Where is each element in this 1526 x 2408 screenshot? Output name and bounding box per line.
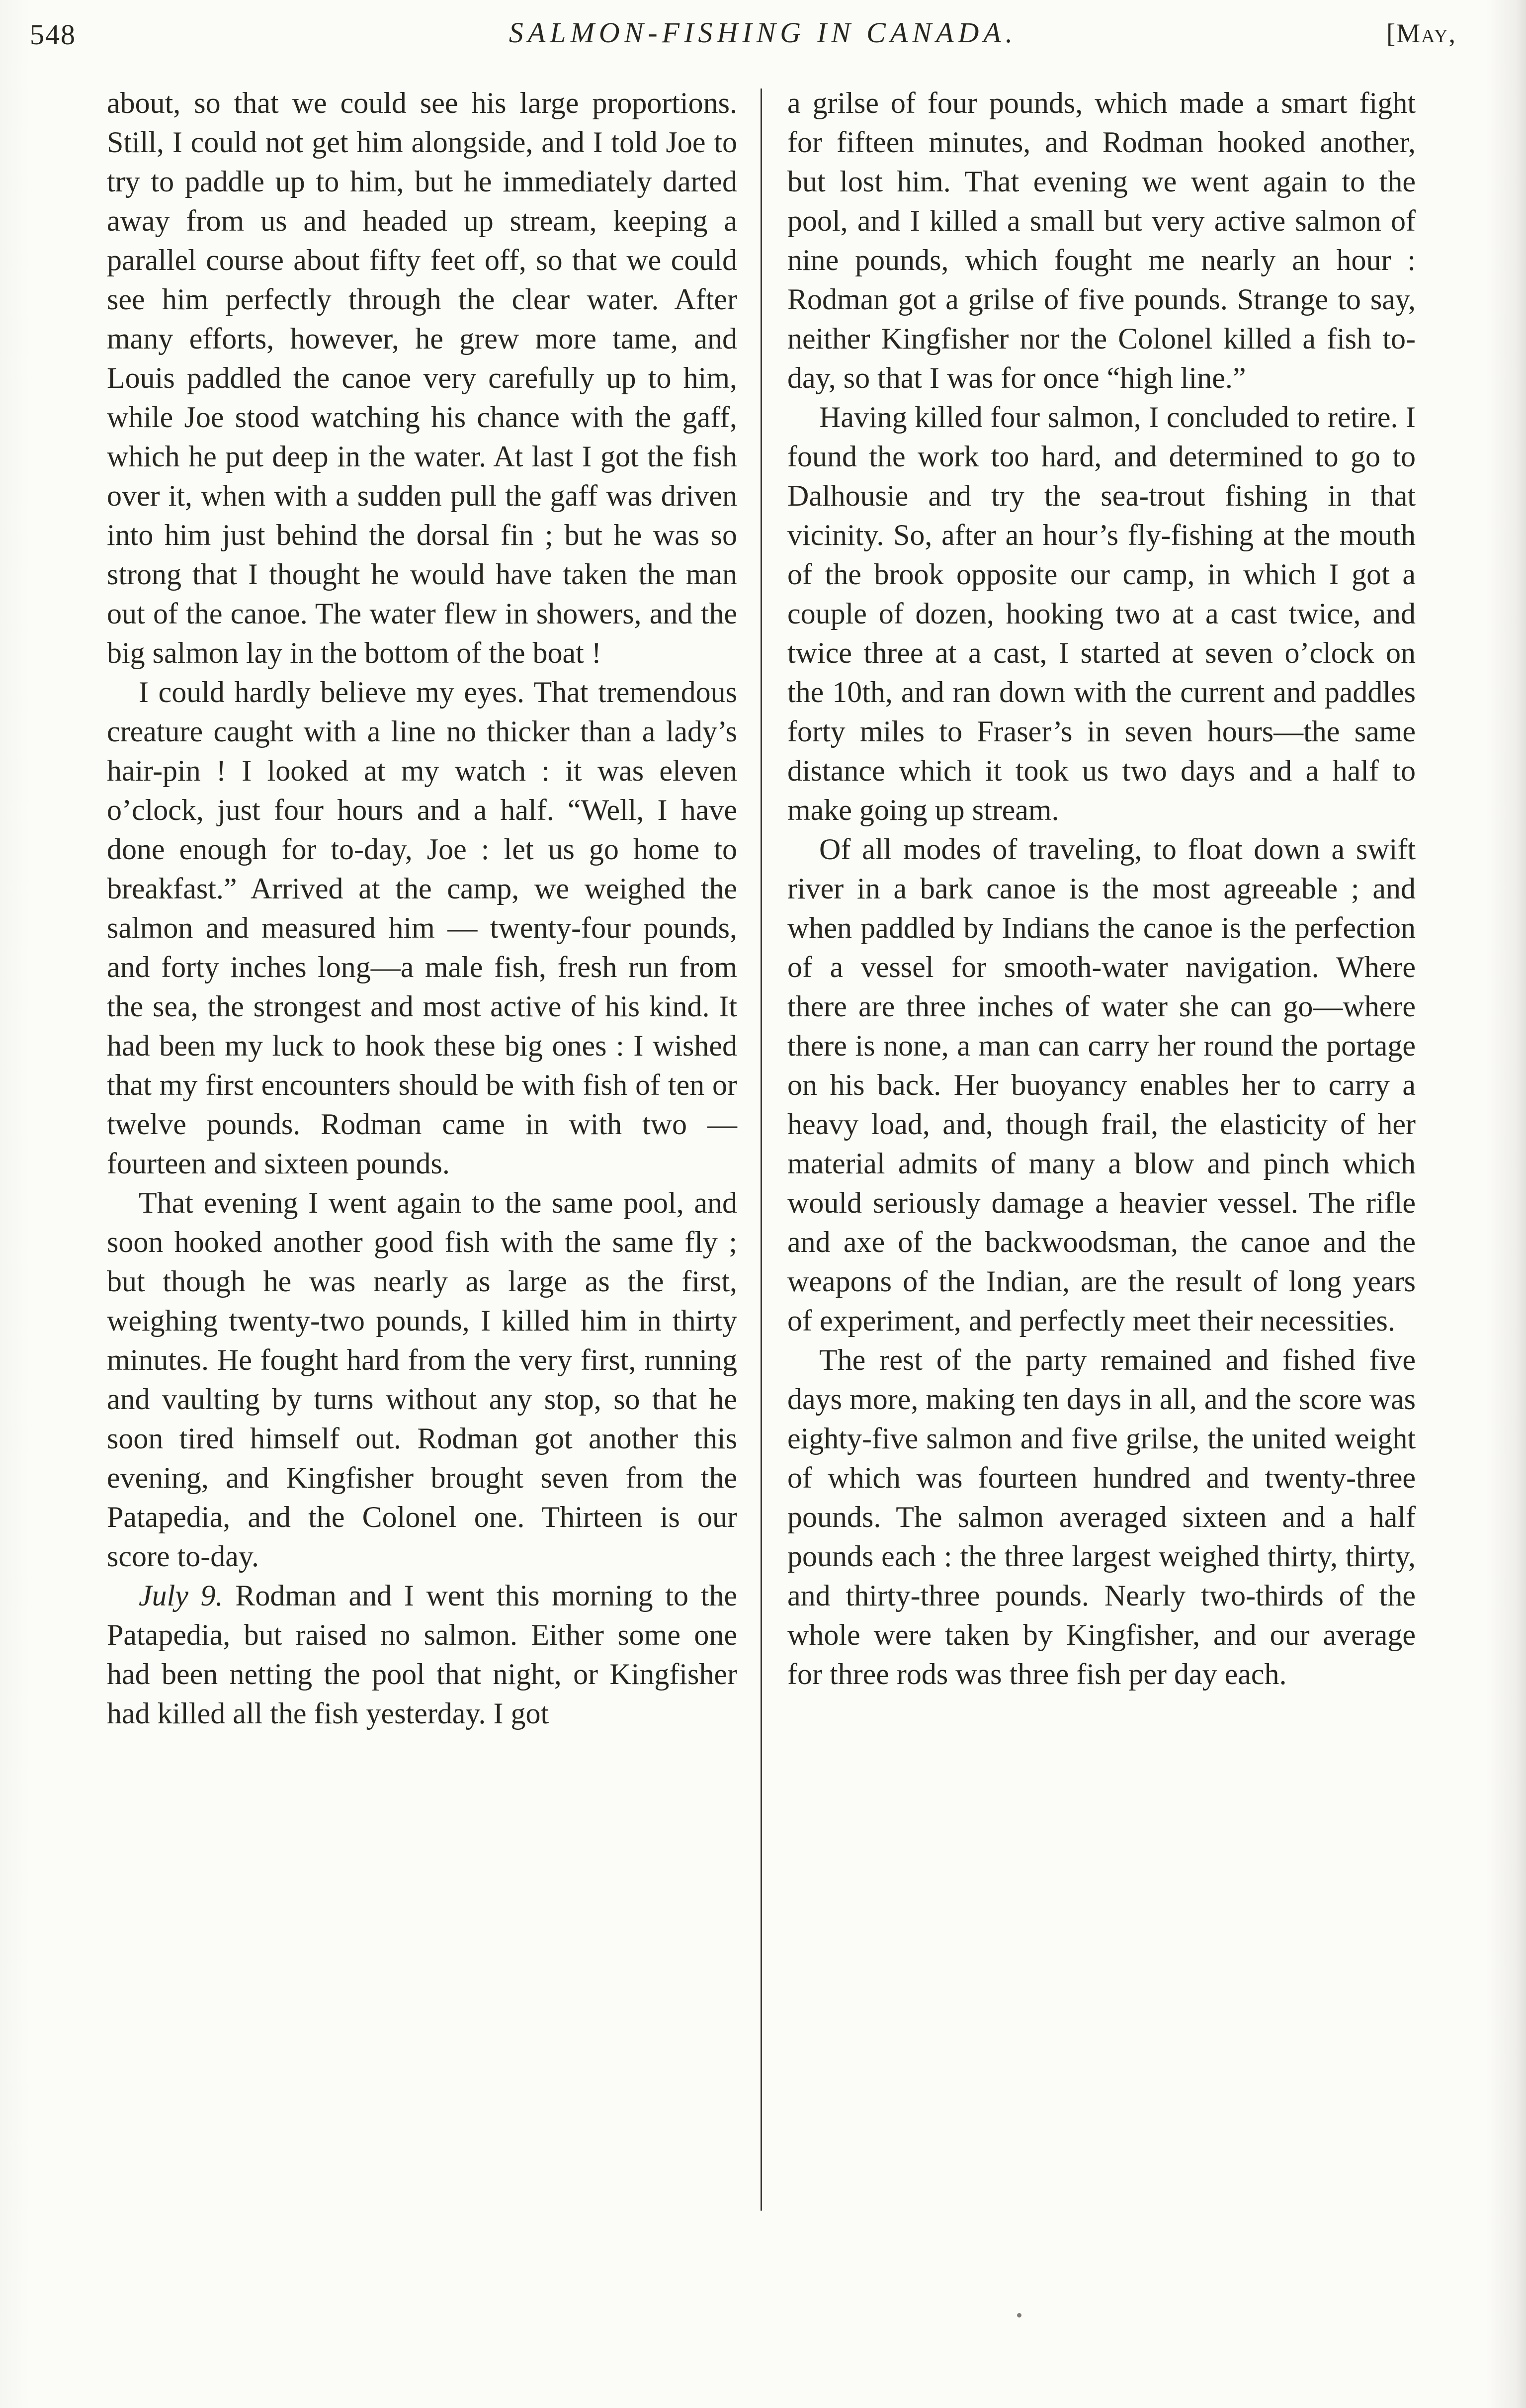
paragraph: [107, 1576, 737, 1733]
paragraph: a grilse of four pounds, which made a smart fight for fifteen minutes, and Rodman hooked another, but lost him. That evening we went again to the pool, and I killed a small but very active salmon of nine pounds, which fought me nearly an hour : Rodman got a grilse of five pounds. Strange to say, neither Kingfisher nor the Colonel killed a fish to-day, so that I was for once “high line.”: [787, 87, 1416, 394]
column-divider: [761, 89, 762, 2211]
issue-date: [May,: [1386, 18, 1456, 48]
paragraph: That evening I went again to the same pool, and soon hooked another good fish with the same fly ; but though he was nearly as large as the first, weighing twenty-two pounds, I killed him in thirty minutes. He fought hard from the very first, running and vaulting by turns without any stop, so that he soon tired himself out. Rodman got another this evening, and Kingfisher brought seven from the Patapedia, and the Colonel one. Thirteen is our score to-day.: [107, 1186, 737, 1573]
right-column: [787, 84, 1416, 1694]
paragraph: Having killed four salmon, I concluded to retire. I found the work too hard, and determined to go to Dalhousie and try the sea-trout fishing in that vicinity. So, after an hour’s fly-fishing at the mouth of the brook opposite our camp, in which I got a couple of dozen, hooking two at a cast twice, and twice three at a cast, I started at seven o’clock on the 10th, and ran down with the current and paddles forty miles to Fraser’s in seven hours—the same distance which it took us two days and a half to make going up stream.: [787, 401, 1416, 826]
running-title: SALMON-FISHING IN CANADA.: [509, 16, 1017, 49]
scan-speck: [1017, 2313, 1021, 2318]
date-lead: July 9.: [139, 1579, 223, 1612]
paragraph: about, so that we could see his large proportions. Still, I could not get him alongside, and I told Joe to try to paddle up to him, but he immediately darted away from us and headed up stream, keeping a parallel course about fifty feet off, so that we could see him perfectly through the clear water. After many efforts, however, he grew more tame, and Louis paddled the canoe very carefully up to him, while Joe stood watching his chance with the gaff, which he put deep in the water. At last I got the fish over it, when with a sudden pull the gaff was driven into him just behind the dorsal fin ; but he was so strong that I thought he would have taken the man out of the canoe. The water flew in showers, and the big salmon lay in the bottom of the boat !: [107, 87, 737, 669]
left-column: [107, 84, 737, 1733]
page-number: 548: [30, 18, 76, 51]
paragraph: I could hardly believe my eyes. That tremendous creature caught with a line no thicker than a lady’s hair-pin ! I looked at my watch : it was eleven o’clock, just four hours and a half. “Well, I have done enough for to-day, Joe : let us go home to breakfast.” Arrived at the camp, we weighed the salmon and measured him — twenty-four pounds, and forty inches long—a male fish, fresh run from the sea, the strongest and most active of his kind. It had been my luck to hook these big ones : I wished that my first encounters should be with fish of ten or twelve pounds. Rodman came in with two — fourteen and sixteen pounds.: [107, 676, 737, 1180]
paragraph-text: Rodman and I went this morning to the Patapedia, but raised no salmon. Either some one had been netting the pool that night, or Kingfisher had killed all the fish yesterday. I got: [107, 1579, 738, 1730]
paragraph: The rest of the party remained and fished five days more, making ten days in all, and the score was eighty-five salmon and five grilse, the united weight of which was fourteen hundred and twenty-three pounds. The salmon averaged sixteen and a half pounds each : the three largest weighed thirty, thirty, and thirty-three pounds. Nearly two-thirds of the whole were taken by Kingfisher, and our average for three rods was three fish per day each.: [787, 1343, 1416, 1691]
paragraph: Of all modes of traveling, to float down a swift river in a bark canoe is the most agreeable ; and when paddled by Indians the canoe is the perfection of a vessel for smooth-water navigation. Where there are three inches of water she can go—where there is none, a man can carry her round the portage on his back. Her buoyancy enables her to carry a heavy load, and, though frail, the elasticity of her material admits of many a blow and pinch which would seriously damage a heavier vessel. The rifle and axe of the backwoodsman, the canoe and the weapons of the Indian, are the result of long years of experiment, and perfectly meet their necessities.: [787, 833, 1416, 1337]
